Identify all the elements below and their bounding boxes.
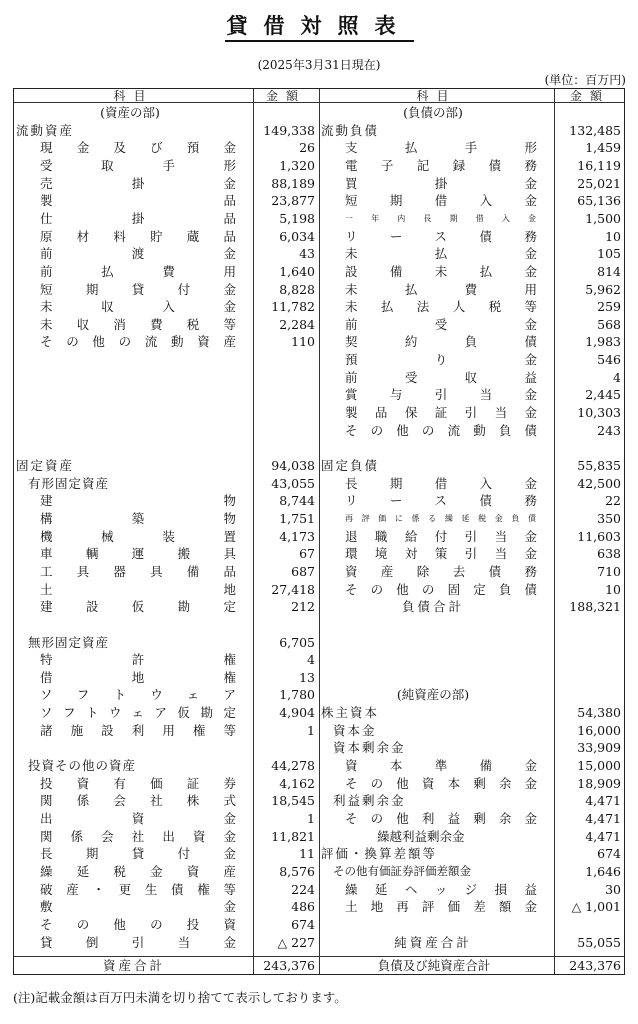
item-amount: 65,136 — [577, 193, 621, 209]
item-amount: 132,485 — [569, 122, 621, 138]
item-amount: 212 — [291, 599, 315, 615]
document-title: 貸借対照表 — [0, 10, 638, 40]
liability-equity-row — [14, 828, 626, 845]
item-amount: 1,780 — [279, 687, 315, 703]
item-label: 建設仮勘定 — [40, 599, 236, 615]
item-label: 未払費用 — [345, 281, 537, 297]
total-assets-value: 243,376 — [263, 958, 315, 973]
item-label: 固定資産 — [16, 458, 75, 473]
liability-equity-row — [14, 122, 626, 139]
item-amount: 6,034 — [279, 228, 315, 244]
liability-equity-row — [14, 616, 626, 633]
item-label: 破産・更生債権等 — [40, 881, 236, 897]
item-label: 環境対策引当金 — [345, 546, 537, 562]
item-amount: 30 — [605, 881, 621, 897]
item-label: 資本剰余金 — [333, 740, 406, 756]
item-amount: 4,162 — [279, 775, 315, 791]
item-label: 製品 — [40, 193, 236, 209]
item-amount: 2,445 — [585, 387, 621, 403]
item-amount: 18,545 — [271, 793, 315, 809]
item-amount: 546 — [597, 352, 621, 368]
item-label: リース債務 — [345, 228, 537, 244]
item-amount: 15,000 — [577, 758, 621, 774]
item-amount: 710 — [597, 563, 621, 579]
item-label: その他資本剰余金 — [345, 775, 537, 791]
item-amount: 4,904 — [279, 705, 315, 721]
liability-equity-row — [14, 104, 626, 121]
item-amount: 11 — [299, 846, 315, 862]
item-label: 利益剰余金 — [333, 793, 406, 809]
liability-equity-row — [14, 686, 626, 703]
liability-equity-row — [14, 651, 626, 668]
item-label: 現金及び預金 — [40, 140, 236, 156]
item-label: (負債の部) — [403, 105, 463, 120]
item-label: 土地 — [40, 581, 236, 597]
item-amount: 6,705 — [279, 634, 315, 650]
item-label: 流動負債 — [321, 122, 380, 138]
item-amount: 188,321 — [569, 599, 621, 615]
item-label: その他有価証券評価差額金 — [333, 863, 471, 878]
liability-equity-row — [14, 386, 626, 403]
liability-equity-row — [14, 563, 626, 580]
item-amount: 16,119 — [577, 157, 621, 173]
item-amount: 67 — [299, 546, 315, 562]
item-label: リース債務 — [345, 493, 537, 509]
item-label: 資産除去債務 — [345, 563, 537, 579]
item-amount: 486 — [291, 899, 315, 915]
item-label: 未収消費税等 — [40, 316, 236, 332]
liability-equity-row — [14, 704, 626, 721]
liability-equity-row — [14, 916, 626, 933]
item-label: 短期貸付金 — [40, 281, 236, 297]
item-amount: 814 — [597, 263, 621, 279]
item-label: 設備未払金 — [345, 263, 537, 279]
item-label: 投資有価証券 — [40, 775, 236, 791]
item-amount: △ 227 — [277, 934, 315, 950]
total-liabilities-equity-value: 243,376 — [569, 958, 621, 973]
item-amount: 13 — [299, 669, 315, 685]
item-label: 仕掛品 — [40, 210, 236, 226]
item-label: 借地権 — [40, 669, 236, 685]
item-label: 資本金 — [333, 722, 377, 738]
item-amount: 94,038 — [271, 458, 315, 473]
item-amount: 674 — [291, 916, 315, 932]
item-amount: 105 — [597, 246, 621, 262]
item-label: 工具器具備品 — [40, 563, 236, 579]
item-amount: 674 — [597, 846, 621, 862]
liability-equity-row — [14, 351, 626, 368]
item-amount: △ 1,001 — [571, 899, 621, 915]
item-amount: 10 — [605, 228, 621, 244]
liability-equity-row — [14, 404, 626, 421]
item-label: 有形固定資産 — [28, 475, 110, 491]
item-label: 敷金 — [40, 899, 236, 915]
item-label: 繰越利益剰余金 — [377, 828, 465, 844]
liability-equity-row — [14, 316, 626, 333]
liability-equity-row — [14, 192, 626, 209]
item-amount: 4,471 — [585, 828, 621, 844]
liability-equity-row — [14, 333, 626, 350]
liability-equity-row — [14, 298, 626, 315]
item-amount: 4,471 — [585, 811, 621, 826]
item-amount: 44,278 — [271, 758, 315, 774]
item-label: ソフトウェア — [40, 687, 236, 703]
item-amount: 11,603 — [577, 528, 621, 544]
liability-equity-row — [14, 510, 626, 527]
item-label: 関係会社出資金 — [40, 828, 236, 844]
liability-equity-row — [14, 669, 626, 686]
liability-equity-row — [14, 898, 626, 915]
item-amount: 11,782 — [271, 299, 315, 315]
item-amount: 16,000 — [577, 722, 621, 738]
item-label: 機械装置 — [40, 528, 236, 544]
liability-equity-row — [14, 457, 626, 474]
footnote: (注)記載金額は百万円未満を切り捨てて表示しております。 — [13, 990, 347, 1005]
item-label: 繰延ヘッジ損益 — [345, 881, 537, 897]
item-label: 出資金 — [40, 811, 236, 826]
item-amount: 26 — [299, 140, 315, 156]
item-label: 短期借入金 — [345, 193, 537, 209]
item-label: 車輌運搬具 — [40, 546, 236, 562]
total-liabilities-equity-label: 負債及び純資産合計 — [377, 958, 491, 973]
item-label: 受取手形 — [40, 157, 236, 173]
item-label: 投資その他の資産 — [28, 758, 137, 774]
item-amount: 1 — [307, 811, 315, 826]
item-amount: 27,418 — [271, 581, 315, 597]
liability-equity-row — [14, 492, 626, 509]
item-amount: 110 — [291, 334, 315, 350]
item-label: 買掛金 — [345, 175, 537, 191]
liability-equity-row — [14, 422, 626, 439]
item-label: その他の固定負債 — [345, 581, 537, 597]
item-label: その他の投資 — [40, 916, 236, 932]
liability-equity-row — [14, 439, 626, 456]
item-amount: 243 — [597, 422, 621, 438]
item-label: (資産の部) — [100, 105, 160, 120]
liability-equity-row — [14, 598, 626, 615]
item-amount: 55,835 — [577, 458, 621, 473]
item-label: 株主資本 — [321, 705, 380, 721]
liability-equity-row — [14, 175, 626, 192]
item-label: 未払金 — [345, 246, 537, 262]
item-amount: 1,983 — [585, 334, 621, 350]
item-amount: 4 — [613, 369, 621, 385]
item-amount: 8,828 — [279, 281, 315, 297]
item-amount: 54,380 — [577, 705, 621, 721]
item-amount: 88,189 — [271, 175, 315, 191]
liability-equity-row — [14, 934, 626, 951]
liability-equity-row — [14, 281, 626, 298]
liability-equity-row — [14, 545, 626, 562]
liability-equity-row — [14, 369, 626, 386]
liability-equity-row — [14, 810, 626, 827]
item-label: その他の流動負債 — [345, 422, 537, 438]
liability-equity-row — [14, 845, 626, 862]
header-kamoku-right: 科目 — [416, 89, 457, 103]
item-label: 前払費用 — [40, 263, 236, 279]
item-label: 建物 — [40, 493, 236, 509]
item-amount: 1,751 — [279, 510, 315, 526]
item-label: 前受収益 — [345, 369, 537, 385]
item-amount: 10,303 — [577, 405, 621, 421]
item-label: 電子記録債務 — [345, 157, 537, 173]
item-label: 製品保証引当金 — [345, 405, 537, 421]
item-label: ソフトウェア仮勘定 — [40, 705, 236, 721]
item-amount: 568 — [597, 316, 621, 332]
item-label: (純資産の部) — [396, 687, 470, 703]
item-label: 繰延税金資産 — [40, 863, 236, 879]
item-amount: 5,198 — [279, 210, 315, 226]
balance-sheet-table — [13, 88, 625, 975]
liability-equity-row — [14, 757, 626, 774]
item-label: 契約負債 — [345, 334, 537, 350]
item-amount: 8,576 — [279, 863, 315, 879]
item-label: 前受金 — [345, 316, 537, 332]
item-label: 退職給付引当金 — [345, 528, 537, 544]
item-label: 未収入金 — [40, 299, 236, 315]
item-label: 関係会社株式 — [40, 793, 236, 809]
item-amount: 2,284 — [279, 316, 315, 332]
item-label: 貸倒引当金 — [40, 934, 236, 950]
item-amount: 1,646 — [585, 863, 621, 879]
total-assets-label: 資産合計 — [102, 958, 165, 973]
item-label: 売掛金 — [40, 175, 236, 191]
item-amount: 18,909 — [577, 775, 621, 791]
liability-equity-row — [14, 139, 626, 156]
item-label: 流動資産 — [16, 122, 75, 138]
item-amount: 1,320 — [279, 157, 315, 173]
item-label: 預り金 — [345, 352, 537, 368]
item-label: 長期借入金 — [345, 475, 537, 491]
item-amount: 33,909 — [577, 740, 621, 756]
item-amount: 224 — [291, 881, 315, 897]
item-label: 再評価に係る繰延税金負債 — [345, 513, 537, 523]
liability-equity-row — [14, 775, 626, 792]
item-amount: 259 — [597, 299, 621, 315]
liability-equity-row — [14, 228, 626, 245]
item-label: 一年内長期借入金 — [345, 213, 537, 223]
item-amount: 4,471 — [585, 793, 621, 809]
item-label: 長期貸付金 — [40, 846, 236, 862]
item-label: 賞与引当金 — [345, 387, 537, 403]
item-label: 無形固定資産 — [28, 634, 110, 650]
item-label: 特許権 — [40, 652, 236, 668]
liability-equity-row — [14, 210, 626, 227]
header-kingaku-left: 金額 — [265, 89, 306, 103]
item-label: 未払法人税等 — [345, 299, 537, 315]
item-label: 資本準備金 — [345, 758, 537, 774]
item-amount: 1,459 — [585, 140, 621, 156]
item-amount: 11,821 — [271, 828, 315, 844]
item-amount: 638 — [597, 546, 621, 562]
item-label: 負債合計 — [401, 599, 464, 615]
item-amount: 55,055 — [577, 934, 621, 950]
item-label: 固定負債 — [321, 458, 380, 473]
item-amount: 43,055 — [271, 475, 315, 491]
item-amount: 350 — [597, 510, 621, 526]
item-amount: 22 — [605, 493, 621, 509]
item-amount: 8,744 — [279, 493, 315, 509]
item-amount: 149,338 — [263, 122, 315, 138]
item-amount: 1,500 — [585, 210, 621, 226]
liability-equity-row — [14, 475, 626, 492]
item-amount: 687 — [291, 563, 315, 579]
item-label: 評価・換算差額等 — [321, 846, 438, 862]
item-amount: 42,500 — [577, 475, 621, 491]
header-kamoku-left: 科目 — [113, 89, 154, 103]
header-kingaku-right: 金額 — [569, 89, 610, 103]
liability-equity-row — [14, 581, 626, 598]
item-amount: 10 — [605, 581, 621, 597]
item-label: 諸施設利用権等 — [40, 722, 236, 738]
liability-equity-row — [14, 245, 626, 262]
as-of-date: (2025年3月31日現在) — [257, 58, 381, 72]
item-amount: 23,877 — [271, 193, 315, 209]
item-amount: 4 — [307, 652, 315, 668]
liability-equity-row — [14, 528, 626, 545]
item-label: その他の流動資産 — [40, 334, 236, 350]
item-label: 支払手形 — [345, 140, 537, 156]
unit-label: (単位：百万円) — [544, 73, 626, 87]
item-label: 原材料貯蔵品 — [40, 228, 236, 244]
liability-equity-row — [14, 263, 626, 280]
item-label: 土地再評価差額金 — [345, 899, 537, 915]
item-amount: 5,962 — [585, 281, 621, 297]
liability-equity-row — [14, 792, 626, 809]
item-amount: 1,640 — [279, 263, 315, 279]
item-label: 純資産合計 — [394, 934, 472, 950]
item-label: 前渡金 — [40, 246, 236, 262]
item-amount: 25,021 — [577, 175, 621, 191]
liability-equity-row — [14, 722, 626, 739]
liability-equity-row — [14, 157, 626, 174]
item-label: その他利益剰余金 — [345, 811, 537, 826]
liability-equity-row — [14, 634, 626, 651]
liability-equity-row — [14, 739, 626, 756]
item-amount: 43 — [299, 246, 315, 262]
item-amount: 1 — [307, 722, 315, 738]
liability-equity-row — [14, 863, 626, 880]
item-amount: 4,173 — [279, 528, 315, 544]
item-label: 構築物 — [40, 510, 236, 526]
liability-equity-row — [14, 881, 626, 898]
